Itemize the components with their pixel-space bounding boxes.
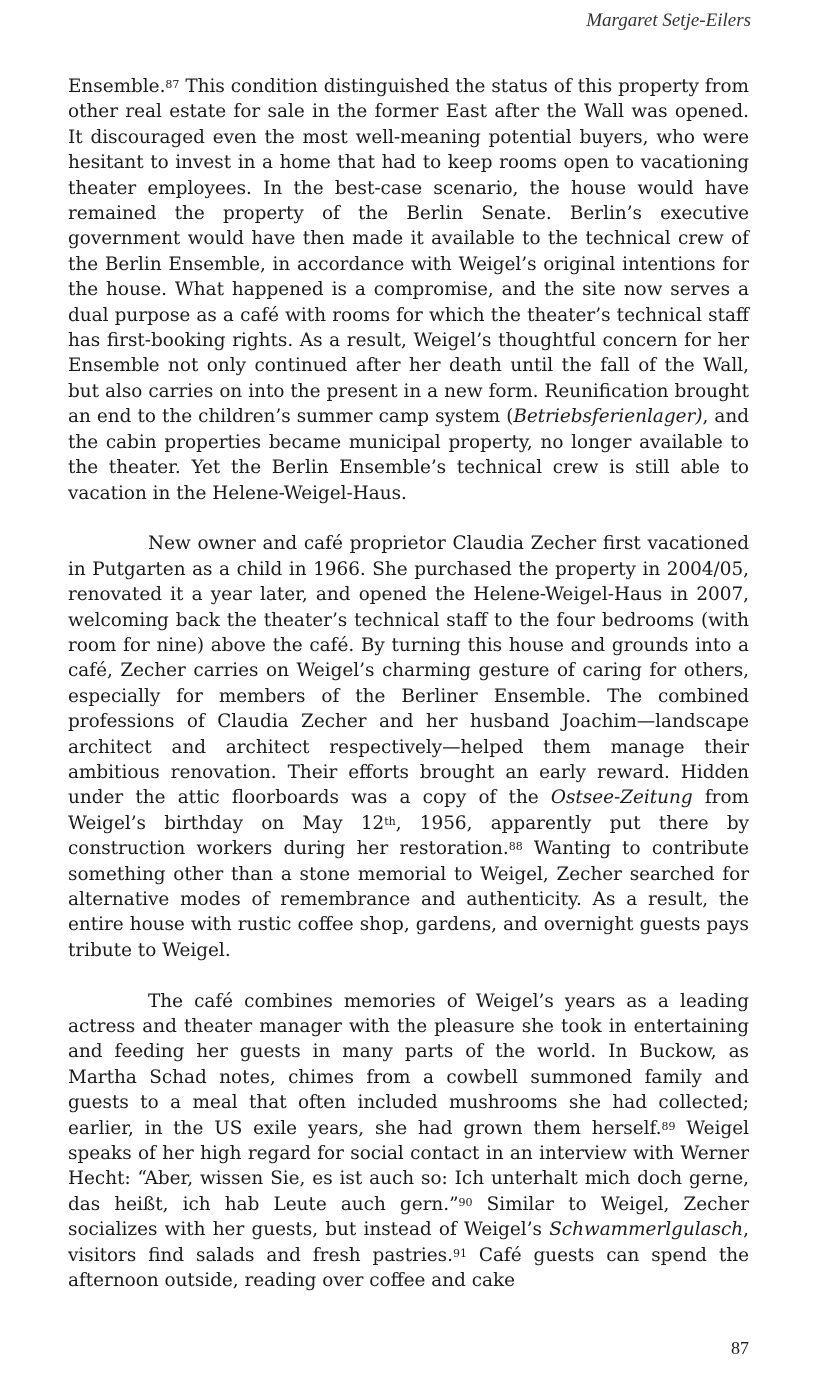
text-run: , and the cabin properties became municipal property, no longer available to the theater. Yet the Berlin Ensemble’s technical crew is still able to vacation in the Helene-Weigel-Haus. bbox=[68, 406, 749, 504]
text-run: , visitors find salads and fresh pastries. bbox=[68, 1219, 749, 1266]
italic-text: Schwammerlgulasch bbox=[549, 1219, 744, 1241]
footnote-marker: 88 bbox=[508, 840, 523, 854]
footnote-marker: 87 bbox=[165, 78, 180, 92]
text-run: , 1956, apparently put there by construction workers during her restoration. bbox=[68, 812, 749, 860]
paragraph-2 bbox=[68, 531, 749, 963]
text-run: The café combines memories of Weigel’s years as a leading actress and theater manager with the pleasure she took in entertaining and feeding her guests in many parts of the world. In Buckow, as Martha Schad notes, chimes from a cowbell summoned family and guests to a meal that often included mushrooms she had collected; earlier, in the US exile years, she had grown them herself. bbox=[68, 990, 749, 1139]
text-run: from Weigel’s birthday on May 12 bbox=[68, 787, 749, 834]
page-body bbox=[68, 74, 749, 1293]
footnote-marker: 91 bbox=[452, 1246, 467, 1260]
footnote-marker: 89 bbox=[661, 1119, 676, 1133]
italic-text: Ostsee-Zeitung bbox=[550, 787, 693, 809]
footnote-marker: th bbox=[384, 814, 396, 828]
paragraph-1 bbox=[68, 74, 749, 506]
text-run: Ensemble. bbox=[68, 76, 166, 97]
text-run: Wanting to contribute something other than a stone memorial to Weigel, Zecher searched for alternative modes of remembrance and authenticity. As a result, the entire house with rustic coffee shop, gardens, and overnight guests pays tribute to Weigel. bbox=[68, 838, 749, 961]
text-run: Similar to Weigel, Zecher socializes with her guests, but instead of Weigel’s bbox=[68, 1193, 749, 1241]
italic-text: Betriebsferienlager) bbox=[513, 406, 703, 428]
running-header-author: Margaret Setje-Eilers bbox=[586, 10, 751, 31]
text-run: Weigel speaks of her high regard for social contact in an interview with Werner Hecht: “Aber, wissen Sie, es ist auch so: Ich unterhalt mich doch gerne, das heißt, ich hab Leute auch gern.” bbox=[68, 1117, 749, 1215]
text-run: New owner and café proprietor Claudia Zecher first vacationed in Putgarten as a child in 1966. She purchased the property in 2004/05, renovated it a year later, and opened the Helene-Weigel-Haus in 2007, welcoming back the theater’s technical staff to the four bedrooms (with room for nine) above the café. By turning this house and grounds into a café, Zecher carries on Weigel’s charming gesture of caring for others, especially for members of the Berliner Ensemble. The combined professions of Claudia Zecher and her husband Joachim—landscape architect and architect respectively—helped them manage their ambitious renovation. Their efforts brought an early reward. Hidden under the attic floorboards was a copy of the bbox=[68, 533, 749, 809]
paragraph-3 bbox=[68, 989, 749, 1294]
text-run: Café guests can spend the afternoon outside, reading over coffee and cake bbox=[68, 1244, 749, 1292]
footnote-marker: 90 bbox=[458, 1196, 473, 1209]
page-number: 87 bbox=[731, 1338, 749, 1358]
text-run: This condition distinguished the status of this property from other real estate for sale in the former East after the Wall was opened. It discouraged even the most well-meaning potential buyers, who were hesitant to invest in a home that had to keep rooms open to vacationing theater employees. In the best-case scenario, the house would have remained the property of the Berlin Senate. Berlin’s executive government would have then made it available to the technical crew of the Berlin Ensemble, in accordance with Weigel’s original intentions for the house. What happened is a compromise, and the site now serves a dual purpose as a café with rooms for which the theater’s technical staff has first-booking rights. As a result, Weigel’s thoughtful concern for her Ensemble not only continued after her death until the fall of the Wall, but also carries on into the present in a new form. Reunification brought an end to the children’s summer camp system ( bbox=[68, 76, 749, 428]
